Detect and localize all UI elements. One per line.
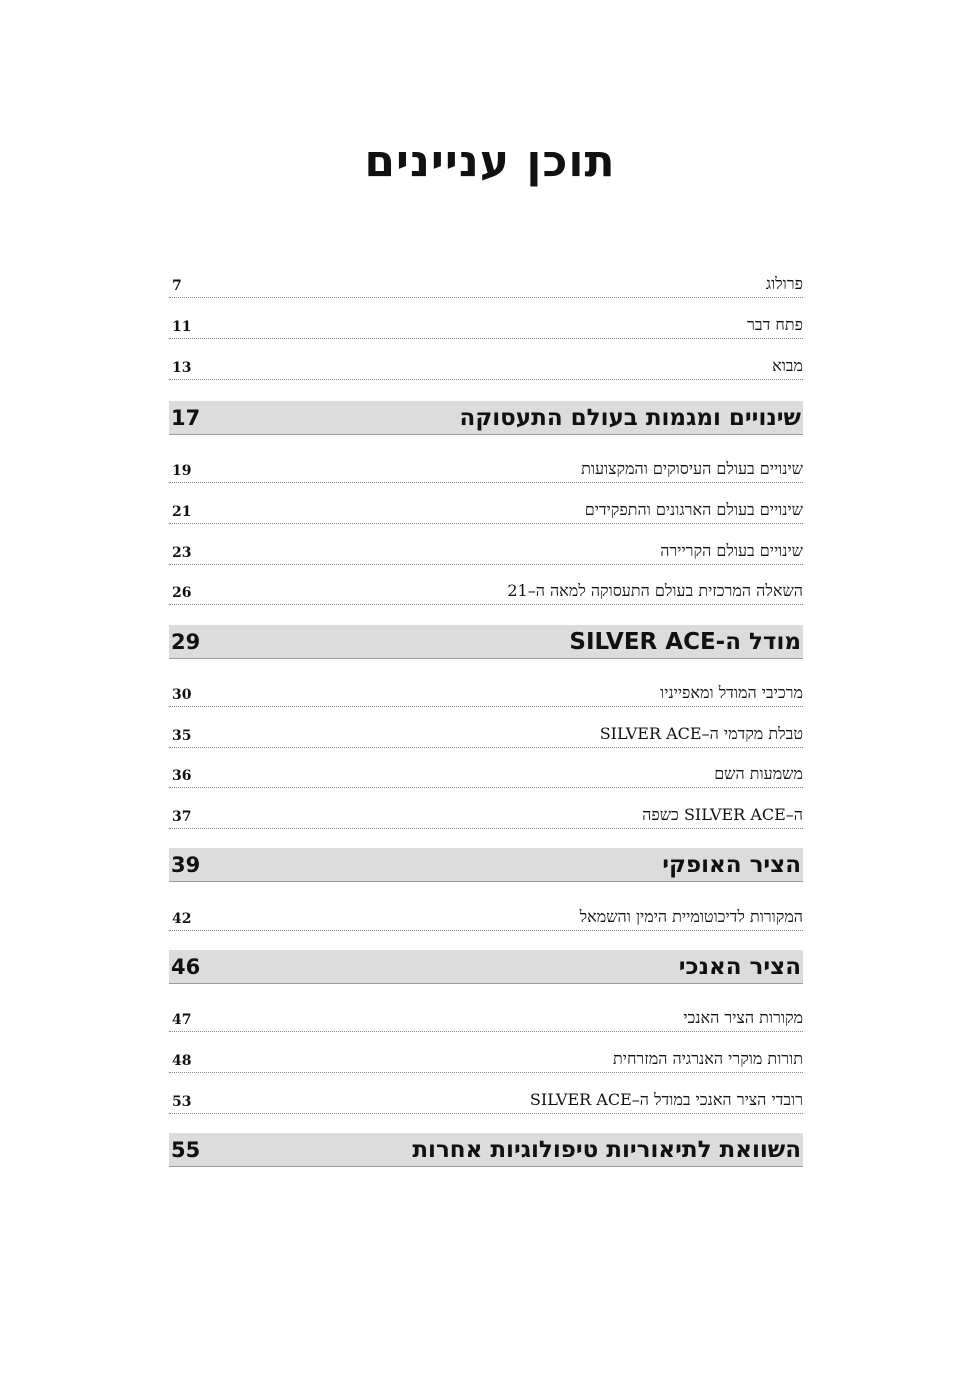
toc-section-header[interactable]: [169, 625, 803, 659]
toc-section-header[interactable]: [169, 848, 803, 882]
toc-entry[interactable]: [169, 895, 803, 931]
toc-entry[interactable]: [169, 529, 803, 565]
toc-entry-page: 53: [172, 1094, 192, 1110]
toc-entry-title: השאלה המרכזית בעולם התעסוקה למאה ה–21: [507, 581, 803, 600]
toc-entry-title: פרולוג: [765, 274, 803, 293]
toc-entry-title: שינויים בעולם הארגונים והתפקידים: [584, 500, 803, 519]
toc-entry[interactable]: [169, 752, 803, 788]
toc-section-header[interactable]: [169, 401, 803, 435]
toc-section-page: 55: [171, 1137, 201, 1162]
toc-entry-page: 26: [172, 585, 192, 601]
toc-entry[interactable]: [169, 712, 803, 748]
toc-entry-title: מרכיבי המודל ומאפייניו: [660, 683, 803, 702]
toc-entry[interactable]: [169, 303, 803, 339]
toc-entry-page: 21: [172, 504, 192, 520]
toc-entry[interactable]: [169, 996, 803, 1032]
toc-entry-title: פתח דבר: [747, 315, 803, 334]
toc-section-title: השוואת לתיאוריות טיפולוגיות אחרות: [412, 1136, 801, 1163]
toc-entry-title: תורות מוקרי האנרגיה המזרחית: [613, 1049, 803, 1068]
toc-entry-page: 37: [172, 809, 192, 825]
toc-entry-title: מבוא: [772, 356, 803, 375]
toc-section-title: הציר האנכי: [678, 953, 801, 980]
toc-section-title: הציר האופקי: [662, 851, 801, 878]
toc-section-header[interactable]: [169, 950, 803, 984]
toc-section-title: שינויים ומגמות בעולם התעסוקה: [459, 404, 801, 431]
toc-entry-page: 48: [172, 1053, 192, 1069]
toc-section-page: 46: [171, 954, 201, 979]
toc-entry[interactable]: [169, 1078, 803, 1114]
toc-entry-title: משמעות השם: [714, 764, 803, 783]
toc-entry-page: 7: [172, 278, 182, 294]
toc-section-page: 17: [171, 405, 201, 430]
toc-entry-title: שינויים בעולם העיסוקים והמקצועות: [581, 459, 803, 478]
toc-entry-page: 13: [172, 360, 192, 376]
toc-entry[interactable]: [169, 793, 803, 829]
toc-entry[interactable]: [169, 447, 803, 483]
toc-entry-title: המקורות לדיכוטומיית הימין והשמאל: [579, 907, 803, 926]
toc-section-title: מודל ה-SILVER ACE: [569, 628, 801, 655]
toc-entry[interactable]: [169, 671, 803, 707]
toc-entry-title: ה–SILVER ACE כשפה: [642, 805, 803, 824]
toc-entry[interactable]: [169, 344, 803, 380]
toc-entry[interactable]: [169, 488, 803, 524]
toc-section-page: 39: [171, 852, 201, 877]
toc-entry-title: מקורות הציר האנכי: [683, 1008, 803, 1027]
toc-entry[interactable]: [169, 262, 803, 298]
toc-section-header[interactable]: [169, 1133, 803, 1167]
toc-entry[interactable]: [169, 569, 803, 605]
toc-entry-page: 35: [172, 728, 192, 744]
toc-entry-page: 19: [172, 463, 192, 479]
toc-entry-page: 23: [172, 545, 192, 561]
toc-entry[interactable]: [169, 1037, 803, 1073]
toc-entry-page: 42: [172, 911, 192, 927]
toc-entry-page: 47: [172, 1012, 192, 1028]
toc-entry-title: שינויים בעולם הקריירה: [660, 541, 803, 560]
toc-entry-page: 30: [172, 687, 192, 703]
page-title: תוכן עניינים: [364, 136, 616, 187]
toc-entry-page: 36: [172, 768, 192, 784]
toc-entry-title: טבלת מקדמי ה–SILVER ACE: [599, 724, 803, 743]
toc-section-page: 29: [171, 629, 201, 654]
toc-entry-page: 11: [172, 319, 192, 335]
toc-entry-title: רובדי הציר האנכי במודל ה–SILVER ACE: [529, 1090, 803, 1109]
